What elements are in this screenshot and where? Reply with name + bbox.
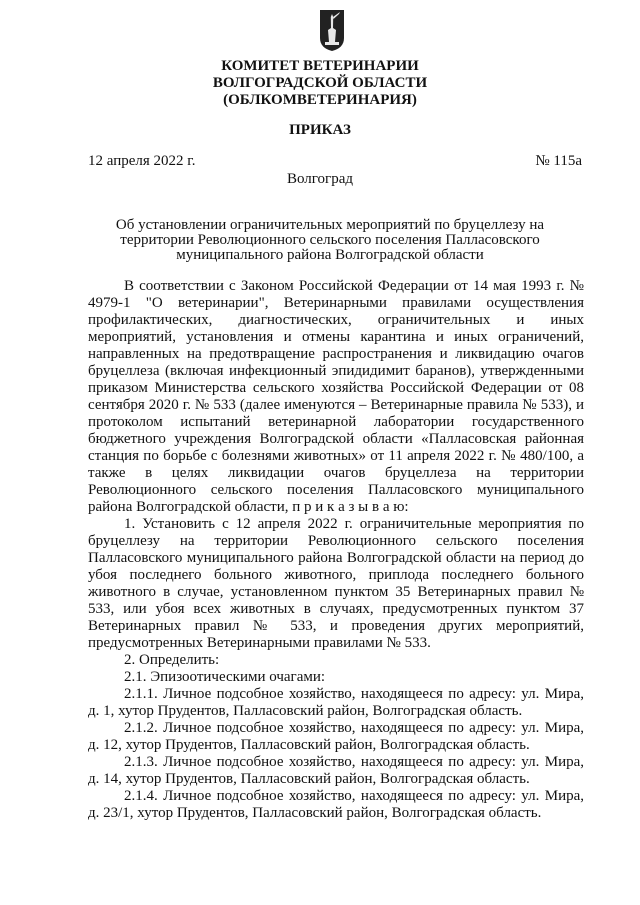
subject-line-3: муниципального района Волгоградской области <box>176 247 484 263</box>
org-line-1: КОМИТЕТ ВЕТЕРИНАРИИ <box>221 58 419 74</box>
preamble-paragraph: В соответствии с Законом Российской Федерации от 14 мая 1993 г. № 4979-1 "О ветеринарии", Ветеринарными правилами осуществления профилактических, диагностических, ограничительных и иных мероприятий, установления и отмены карантина и иных ограничений, направленных на предотвращение распространения и ликвидацию очагов бруцеллеза (включая инфекционный эпидидимит баранов), утвержденными приказом Министерства сельского хозяйства Российской Федерации от 08 сентября 2020 г. № 533 (далее именуются – Ветеринарные правила № 533), и протоколом испытаний ветеринарной лаборатории государственного бюджетного учреждения Волгоградской области «Палласовская районная станция по борьбе с болезнями животных» от 11 апреля 2022 г. № 480/100, а также в целях ликвидации очагов бруцеллеза на территории Революционного сельского поселения Палласовского муниципального района Волгоградской области, п р и к а з ы в а ю: <box>88 278 584 515</box>
subject-line-2: территории Революционного сельского поселения Палласовского <box>120 232 540 248</box>
subject-line-1: Об установлении ограничительных мероприятий по бруцеллезу на <box>115 217 545 233</box>
org-line-2: ВОЛГОГРАДСКОЙ ОБЛАСТИ <box>212 75 428 91</box>
document-body <box>88 278 584 822</box>
coat-of-arms-icon <box>318 8 346 52</box>
document-subject <box>90 218 570 263</box>
item-2-1-1-paragraph: 2.1.1. Личное подсобное хозяйство, находящееся по адресу: ул. Мира, д. 1, хутор Прудентов, Палласовский район, Волгоградская область. <box>88 686 584 719</box>
org-line-3: (ОБЛКОМВЕТЕРИНАРИЯ) <box>223 92 417 108</box>
item-2-paragraph: 2. Определить: <box>124 652 220 668</box>
item-2-1-2-paragraph: 2.1.2. Личное подсобное хозяйство, находящееся по адресу: ул. Мира, д. 12, хутор Прудентов, Палласовский район, Волгоградская область. <box>88 720 584 753</box>
organization-name <box>0 58 640 109</box>
item-2-1-4-paragraph: 2.1.4. Личное подсобное хозяйство, находящееся по адресу: ул. Мира, д. 23/1, хутор Прудентов, Палласовский район, Волгоградская область. <box>88 788 584 821</box>
item-2-1-paragraph: 2.1. Эпизоотическими очагами: <box>124 669 326 685</box>
item-2-1-3-paragraph: 2.1.3. Личное подсобное хозяйство, находящееся по адресу: ул. Мира, д. 14, хутор Прудентов, Палласовский район, Волгоградская область. <box>88 754 584 787</box>
item-1-paragraph: 1. Установить с 12 апреля 2022 г. ограничительные мероприятия по бруцеллезу на территории Революционного сельского поселения Палласовского муниципального района Волгоградской области на период до убоя последнего больного животного, приплода последнего больного животного в случае, установленном пунктом 35 Ветеринарных правил № 533, или убоя всех животных в случаях, предусмотренных пунктом 37 Ветеринарных правил № 533, и проведения других мероприятий, предусмотренных Ветеринарными правилами № 533. <box>88 516 584 651</box>
document-city: Волгоград <box>286 171 353 187</box>
document-number: № 115а <box>535 153 582 169</box>
document-date: 12 апреля 2022 г. <box>88 153 196 169</box>
document-type: ПРИКАЗ <box>289 122 351 138</box>
